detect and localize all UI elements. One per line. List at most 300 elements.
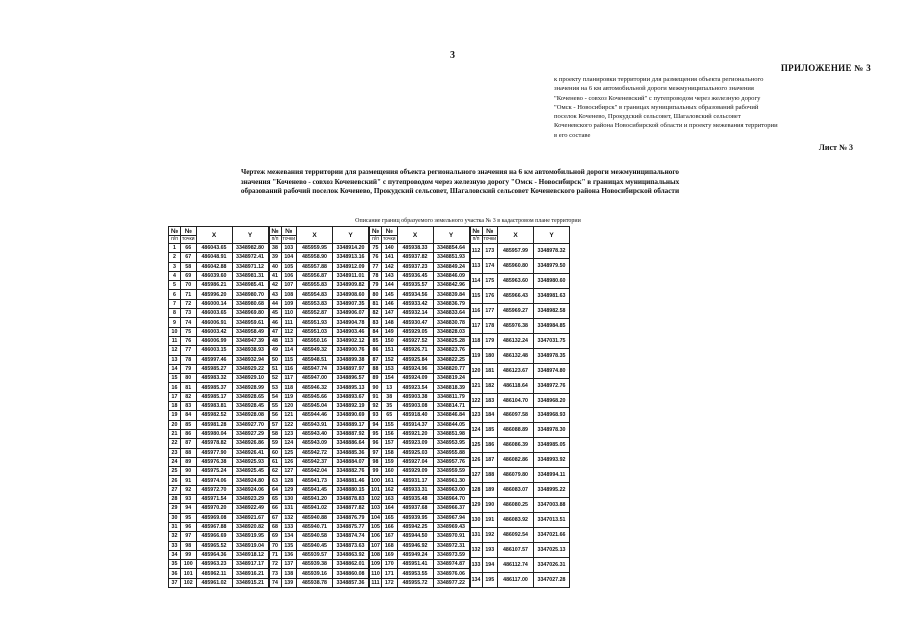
y-coordinate: 3348846.84 <box>433 411 469 420</box>
table-row <box>269 392 369 401</box>
x-coordinate: 486006.91 <box>196 318 232 327</box>
x-coordinate: 485929.05 <box>397 327 433 336</box>
table-row <box>470 423 570 438</box>
header-point: точки <box>282 236 295 242</box>
point-number: 75 <box>181 327 197 336</box>
x-coordinate: 485996.20 <box>196 290 232 299</box>
y-coordinate: 3348981.63 <box>534 288 570 303</box>
row-number: 119 <box>470 348 482 363</box>
drawing-title-line: Чертеж межевания территории для размещения объекта регионального значения на 6 км автомобильной дороги межмуниципального <box>240 168 680 176</box>
row-number: 127 <box>470 468 482 483</box>
x-coordinate: 486086.39 <box>498 438 534 453</box>
row-number: 7 <box>169 299 181 308</box>
table-row <box>269 467 369 476</box>
table-row <box>370 504 470 513</box>
table-row <box>269 560 369 569</box>
table-row <box>370 336 470 345</box>
row-number: 44 <box>269 299 281 308</box>
point-number: 195 <box>482 572 498 587</box>
x-coordinate: 485937.82 <box>397 253 433 262</box>
table-row <box>269 569 369 578</box>
table-row <box>470 378 570 393</box>
row-number: 50 <box>269 355 281 364</box>
row-number: 132 <box>470 543 482 558</box>
point-number: 131 <box>281 504 297 513</box>
y-coordinate: 3348896.57 <box>333 374 369 383</box>
point-number: 95 <box>181 513 197 522</box>
row-number: 78 <box>370 271 382 280</box>
table-row <box>269 402 369 411</box>
x-coordinate: 485953.55 <box>397 569 433 578</box>
x-coordinate: 485947.74 <box>297 364 333 373</box>
y-coordinate: 3348885.36 <box>333 448 369 457</box>
point-number: 101 <box>181 569 197 578</box>
table-row <box>269 290 369 299</box>
y-coordinate: 3348923.29 <box>232 495 268 504</box>
row-number: 23 <box>169 448 181 457</box>
table-row <box>370 429 470 438</box>
header-point-no: № <box>181 227 197 236</box>
row-number: 26 <box>169 476 181 485</box>
row-number: 124 <box>470 423 482 438</box>
table-row <box>370 281 470 290</box>
y-coordinate: 3347026.31 <box>534 558 570 573</box>
table-row <box>169 532 269 541</box>
point-number: 116 <box>281 364 297 373</box>
row-number: 97 <box>370 448 382 457</box>
row-number: 53 <box>269 383 281 392</box>
y-coordinate: 3348973.59 <box>433 550 469 559</box>
row-number: 114 <box>470 273 482 288</box>
header-point: точки <box>483 236 496 242</box>
y-coordinate: 3348819.24 <box>433 374 469 383</box>
point-number: 92 <box>181 485 197 494</box>
point-number: 105 <box>281 262 297 271</box>
x-coordinate: 485971.54 <box>196 495 232 504</box>
x-coordinate: 485941.02 <box>297 504 333 513</box>
table-row <box>269 420 369 429</box>
header-no: № <box>169 227 181 236</box>
row-number: 1 <box>169 244 181 253</box>
point-number: 157 <box>382 439 398 448</box>
row-number: 122 <box>470 393 482 408</box>
appendix-line: "Коченево - совхоз Коченевский" с путепроводом через железную дорогу <box>554 94 761 102</box>
row-number: 101 <box>371 486 380 493</box>
point-number: 156 <box>382 429 398 438</box>
x-coordinate: 485931.17 <box>397 476 433 485</box>
x-coordinate: 485955.72 <box>397 578 433 587</box>
point-number: 135 <box>281 541 297 550</box>
row-number: 10 <box>169 327 181 336</box>
point-number: 77 <box>181 346 197 355</box>
table-row <box>370 364 470 373</box>
y-coordinate: 3348876.79 <box>333 513 369 522</box>
y-coordinate: 3348958.49 <box>232 327 268 336</box>
table-row <box>370 578 470 587</box>
row-number: 75 <box>370 244 382 253</box>
table-row <box>470 453 570 468</box>
table-row <box>370 290 470 299</box>
row-number: 86 <box>370 346 382 355</box>
y-coordinate: 3348881.46 <box>333 476 369 485</box>
table-row <box>269 495 369 504</box>
y-coordinate: 3348971.12 <box>232 262 268 271</box>
y-coordinate: 3348928.99 <box>232 383 268 392</box>
point-number: 89 <box>181 457 197 466</box>
row-number: 84 <box>370 327 382 336</box>
row-number: 69 <box>269 532 281 541</box>
point-number: 174 <box>482 258 498 273</box>
point-number: 70 <box>181 281 197 290</box>
row-number: 125 <box>470 438 482 453</box>
table-row <box>169 429 269 438</box>
point-number: 179 <box>482 333 498 348</box>
table-row <box>470 513 570 528</box>
table-row <box>370 522 470 531</box>
point-number: 186 <box>482 438 498 453</box>
x-coordinate: 485974.06 <box>196 476 232 485</box>
x-coordinate: 485918.40 <box>397 411 433 420</box>
point-number: 129 <box>281 485 297 494</box>
point-number: 94 <box>181 504 197 513</box>
row-number: 123 <box>470 408 482 423</box>
coordinate-table <box>470 226 571 588</box>
point-number: 170 <box>382 560 398 569</box>
x-coordinate: 485929.09 <box>397 467 433 476</box>
point-number: 192 <box>482 528 498 543</box>
point-number: 158 <box>382 448 398 457</box>
row-number: 82 <box>370 309 382 318</box>
y-coordinate: 3348959.61 <box>232 318 268 327</box>
table-row <box>269 253 369 262</box>
point-number: 118 <box>281 383 297 392</box>
point-number: 153 <box>382 364 398 373</box>
appendix-description <box>554 75 856 140</box>
y-coordinate: 3347021.66 <box>534 528 570 543</box>
row-number: 13 <box>169 355 181 364</box>
y-coordinate: 3348970.91 <box>433 532 469 541</box>
table-row <box>269 318 369 327</box>
table-row <box>470 363 570 378</box>
appendix-line: значения на 6 км автомобильной дороги межмуниципального значения <box>554 85 754 93</box>
y-coordinate: 3348972.41 <box>232 253 268 262</box>
point-number: 142 <box>382 262 398 271</box>
row-number: 37 <box>169 578 181 587</box>
table-row <box>370 560 470 569</box>
row-number: 61 <box>269 457 281 466</box>
x-coordinate: 485976.38 <box>196 457 232 466</box>
point-number: 74 <box>181 318 197 327</box>
point-number: 123 <box>281 429 297 438</box>
point-number: 97 <box>181 532 197 541</box>
y-coordinate: 3348972.31 <box>433 541 469 550</box>
point-number: 185 <box>482 423 498 438</box>
table-row <box>470 333 570 348</box>
y-coordinate: 3348875.77 <box>333 522 369 531</box>
table-row <box>370 355 470 364</box>
point-number: 149 <box>382 327 398 336</box>
row-number: 12 <box>169 346 181 355</box>
point-number: 124 <box>281 439 297 448</box>
point-number: 162 <box>382 485 398 494</box>
appendix-line: к проекту планировки территории для размещения объекта регионального <box>554 76 764 83</box>
y-coordinate: 3348927.70 <box>232 420 268 429</box>
row-number: 90 <box>370 383 382 392</box>
drawing-title <box>180 168 740 197</box>
y-coordinate: 3348925.93 <box>232 457 268 466</box>
x-coordinate: 485940.71 <box>297 522 333 531</box>
table-row <box>470 468 570 483</box>
point-number: 112 <box>281 327 297 336</box>
y-coordinate: 3348920.82 <box>232 522 268 531</box>
y-coordinate: 3348892.19 <box>333 402 369 411</box>
row-number: 115 <box>470 288 482 303</box>
x-coordinate: 486123.67 <box>498 363 534 378</box>
point-number: 141 <box>382 253 398 262</box>
y-coordinate: 3348969.80 <box>232 309 268 318</box>
x-coordinate: 485957.88 <box>297 262 333 271</box>
row-number: 57 <box>269 420 281 429</box>
row-number: 80 <box>370 290 382 299</box>
x-coordinate: 486000.14 <box>196 299 232 308</box>
point-number: 155 <box>382 420 398 429</box>
point-number: 85 <box>181 420 197 429</box>
table-row <box>169 504 269 513</box>
y-coordinate: 3348884.07 <box>333 457 369 466</box>
x-coordinate: 485981.28 <box>196 420 232 429</box>
point-number: 81 <box>181 383 197 392</box>
coordinate-table <box>369 226 470 588</box>
point-number: 65 <box>382 411 398 420</box>
y-coordinate: 3348926.41 <box>232 448 268 457</box>
point-number: 188 <box>482 468 498 483</box>
y-coordinate: 3348895.13 <box>333 383 369 392</box>
x-coordinate: 486132.24 <box>498 333 534 348</box>
row-number: 25 <box>169 467 181 476</box>
table-row <box>269 299 369 308</box>
point-number: 104 <box>281 253 297 262</box>
point-number: 67 <box>181 253 197 262</box>
point-number: 121 <box>281 411 297 420</box>
row-number: 116 <box>470 303 482 318</box>
table-row <box>470 438 570 453</box>
y-coordinate: 3348886.64 <box>333 439 369 448</box>
y-coordinate: 3348957.76 <box>433 457 469 466</box>
row-number: 48 <box>269 336 281 345</box>
y-coordinate: 3348822.25 <box>433 355 469 364</box>
point-number: 164 <box>382 504 398 513</box>
page-number: 3 <box>450 50 455 61</box>
row-number: 67 <box>269 513 281 522</box>
row-number: 117 <box>470 318 482 333</box>
point-number: 128 <box>281 476 297 485</box>
appendix-line: "Омск - Новосибирск" в границах муниципальных образований рабочий <box>554 103 759 111</box>
x-coordinate: 485985.27 <box>196 364 232 373</box>
y-coordinate: 3348928.45 <box>232 402 268 411</box>
row-number: 64 <box>269 485 281 494</box>
y-coordinate: 3348818.39 <box>433 383 469 392</box>
y-coordinate: 3348977.22 <box>433 578 469 587</box>
y-coordinate: 3348928.65 <box>232 392 268 401</box>
point-number: 73 <box>181 309 197 318</box>
table-row <box>470 288 570 303</box>
y-coordinate: 3348995.22 <box>534 483 570 498</box>
row-number: 43 <box>269 290 281 299</box>
row-number: 118 <box>470 333 482 348</box>
point-number: 132 <box>281 513 297 522</box>
appendix-title: ПРИЛОЖЕНИЕ № 3 <box>780 63 871 73</box>
y-coordinate: 3348984.85 <box>534 318 570 333</box>
y-coordinate: 3348916.21 <box>232 569 268 578</box>
y-coordinate: 3348828.03 <box>433 327 469 336</box>
y-coordinate: 3348911.01 <box>333 271 369 280</box>
y-coordinate: 3348953.95 <box>433 439 469 448</box>
point-number: 96 <box>181 522 197 531</box>
row-number: 32 <box>169 532 181 541</box>
appendix-line: Коченевского района Новосибирской области и проекту межевания территории <box>554 122 778 130</box>
table-row <box>269 550 369 559</box>
row-number: 120 <box>470 363 482 378</box>
x-coordinate: 485964.36 <box>196 550 232 559</box>
table-row <box>370 457 470 466</box>
y-coordinate: 3348921.67 <box>232 513 268 522</box>
y-coordinate: 3348907.35 <box>333 299 369 308</box>
row-number: 104 <box>371 514 380 521</box>
point-number: 183 <box>482 393 498 408</box>
x-coordinate: 485942.25 <box>397 522 433 531</box>
header-pp: п/п <box>269 236 281 244</box>
x-coordinate: 485941.45 <box>297 485 333 494</box>
table-row <box>370 411 470 420</box>
y-coordinate: 3348922.49 <box>232 504 268 513</box>
point-number: 110 <box>281 309 297 318</box>
table-caption: Описание границ образуемого земельного участка № 3 в кадастровом плане территории <box>355 218 581 224</box>
y-coordinate: 3347025.13 <box>534 543 570 558</box>
header-point: точки <box>383 236 396 242</box>
coordinate-table <box>168 226 269 588</box>
y-coordinate: 3348972.76 <box>534 378 570 393</box>
header-x: X <box>196 227 232 244</box>
x-coordinate: 485939.57 <box>297 550 333 559</box>
point-number: 84 <box>181 411 197 420</box>
point-number: 138 <box>281 569 297 578</box>
row-number: 45 <box>269 309 281 318</box>
x-coordinate: 486003.42 <box>196 327 232 336</box>
x-coordinate: 485983.32 <box>196 374 232 383</box>
x-coordinate: 485950.16 <box>297 336 333 345</box>
row-number: 41 <box>269 271 281 280</box>
row-number: 16 <box>169 383 181 392</box>
x-coordinate: 486079.80 <box>498 468 534 483</box>
table-row <box>370 420 470 429</box>
point-number: 13 <box>382 383 398 392</box>
y-coordinate: 3348902.12 <box>333 336 369 345</box>
row-number: 87 <box>370 355 382 364</box>
header-no: № <box>470 227 482 236</box>
y-coordinate: 3348849.24 <box>433 262 469 271</box>
y-coordinate: 3348926.86 <box>232 439 268 448</box>
point-number: 166 <box>382 522 398 531</box>
x-coordinate: 486104.70 <box>498 393 534 408</box>
y-coordinate: 3348994.11 <box>534 468 570 483</box>
table-row <box>269 476 369 485</box>
row-number: 9 <box>169 318 181 327</box>
x-coordinate: 486048.91 <box>196 253 232 262</box>
x-coordinate: 486083.92 <box>498 513 534 528</box>
point-number: 144 <box>382 281 398 290</box>
row-number: 85 <box>370 336 382 345</box>
coordinate-tables <box>168 226 570 588</box>
drawing-title-line: значения "Коченево - совхоз Коченевский" с путепроводом через железную дорогу "Омск - Новосибирск" в границах муниципальных <box>240 177 680 186</box>
row-number: 129 <box>470 498 482 513</box>
table-row <box>169 467 269 476</box>
y-coordinate: 3348981.31 <box>232 271 268 280</box>
table-row <box>169 253 269 262</box>
x-coordinate: 485936.45 <box>397 271 433 280</box>
x-coordinate: 486092.54 <box>498 528 534 543</box>
point-number: 91 <box>181 476 197 485</box>
table-row <box>470 393 570 408</box>
point-number: 87 <box>181 439 197 448</box>
row-number: 110 <box>371 570 380 577</box>
y-coordinate: 3347013.51 <box>534 513 570 528</box>
row-number: 96 <box>370 439 382 448</box>
y-coordinate: 3348925.45 <box>232 467 268 476</box>
header-y: Y <box>232 227 268 244</box>
row-number: 63 <box>269 476 281 485</box>
point-number: 72 <box>181 299 197 308</box>
table-row <box>470 572 570 587</box>
row-number: 22 <box>169 439 181 448</box>
y-coordinate: 3348917.17 <box>232 560 268 569</box>
row-number: 72 <box>269 560 281 569</box>
table-row <box>370 262 470 271</box>
point-number: 111 <box>281 318 297 327</box>
table-row <box>169 560 269 569</box>
table-row <box>470 348 570 363</box>
x-coordinate: 485940.45 <box>297 541 333 550</box>
point-number: 175 <box>482 273 498 288</box>
row-number: 35 <box>169 560 181 569</box>
row-number: 60 <box>269 448 281 457</box>
table-row <box>169 271 269 280</box>
x-coordinate: 486112.74 <box>498 558 534 573</box>
row-number: 54 <box>269 392 281 401</box>
x-coordinate: 485967.88 <box>196 522 232 531</box>
y-coordinate: 3348811.79 <box>433 392 469 401</box>
x-coordinate: 485933.42 <box>397 299 433 308</box>
y-coordinate: 3348929.22 <box>232 364 268 373</box>
x-coordinate: 485927.04 <box>397 457 433 466</box>
x-coordinate: 485958.90 <box>297 253 333 262</box>
point-number: 178 <box>482 318 498 333</box>
table-row <box>470 273 570 288</box>
x-coordinate: 485942.72 <box>297 448 333 457</box>
row-number: 79 <box>370 281 382 290</box>
x-coordinate: 486132.48 <box>498 348 534 363</box>
y-coordinate: 3348900.76 <box>333 346 369 355</box>
row-number: 99 <box>370 467 382 476</box>
table-row <box>470 483 570 498</box>
y-coordinate: 3348985.41 <box>232 281 268 290</box>
x-coordinate: 485946.92 <box>397 541 433 550</box>
table-row <box>370 346 470 355</box>
table-row <box>269 429 369 438</box>
row-number: 11 <box>169 336 181 345</box>
y-coordinate: 3348897.97 <box>333 364 369 373</box>
point-number: 82 <box>181 392 197 401</box>
y-coordinate: 3348844.05 <box>433 420 469 429</box>
